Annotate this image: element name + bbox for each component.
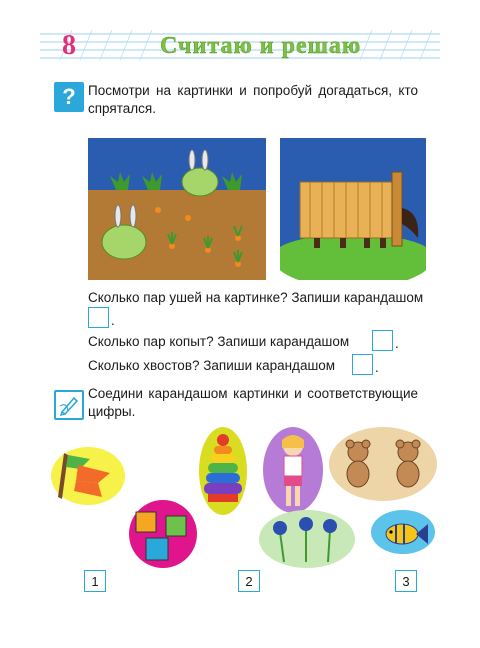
answer-box-hooves[interactable] xyxy=(372,330,393,351)
question-tails-tail: . xyxy=(375,360,379,375)
question-icon xyxy=(54,82,84,112)
task1-instruction: Посмотри на картинки и попробуй догадаться, кто спрятался. xyxy=(88,83,418,116)
page-title: Считаю и решаю xyxy=(160,33,362,59)
number-box-2[interactable]: 2 xyxy=(238,570,260,592)
fence-picture xyxy=(280,138,426,285)
question-hooves: Сколько пар копыт? Запиши карандашом xyxy=(88,334,350,349)
answer-box-tails[interactable] xyxy=(352,354,373,375)
question-ears-tail: . xyxy=(111,313,115,328)
number-box-3[interactable]: 3 xyxy=(395,570,417,592)
cubes-picture xyxy=(128,498,198,575)
flags-picture xyxy=(50,445,126,512)
rabbits-field-picture xyxy=(88,138,266,285)
task2-instruction: Соедини карандашом картинки и соответствующие цифры. xyxy=(88,386,418,419)
fish-picture xyxy=(370,508,436,561)
teddy-bears-picture xyxy=(328,426,438,507)
pyramid-toy-picture xyxy=(198,426,248,521)
question-glyph: ? xyxy=(62,84,76,109)
question-ears: Сколько пар ушей на картинке? Запиши карандашом xyxy=(88,290,424,305)
pencil-icon xyxy=(54,390,84,420)
question-tails: Сколько хвостов? Запиши карандашом xyxy=(88,358,336,373)
flowers-picture xyxy=(258,508,356,575)
doll-picture xyxy=(262,426,324,519)
number-box-1[interactable]: 1 xyxy=(84,570,106,592)
answer-box-ears[interactable] xyxy=(88,307,109,328)
question-hooves-tail: . xyxy=(395,336,399,351)
page-number: 8 xyxy=(62,30,76,61)
